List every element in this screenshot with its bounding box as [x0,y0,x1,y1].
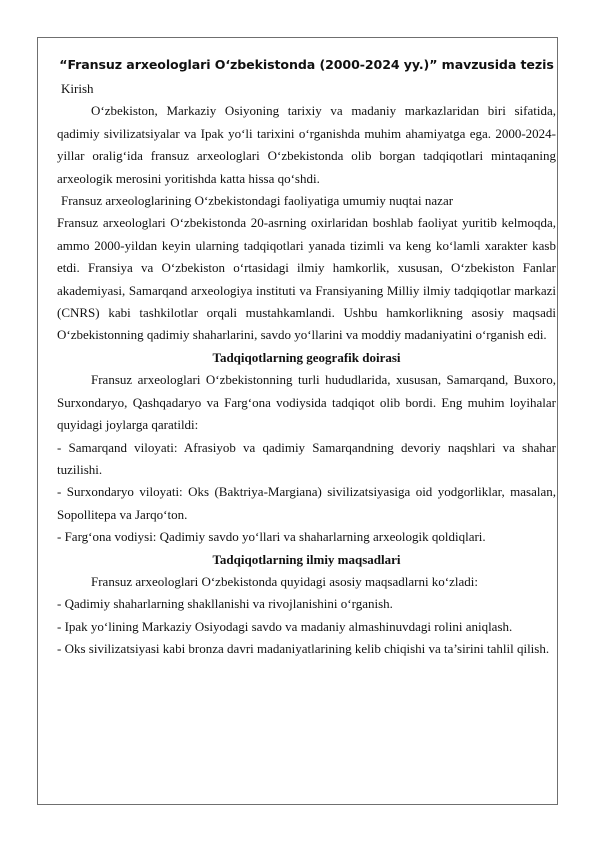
section-heading-goals: Tadqiqotlarning ilmiy maqsadlari [212,551,401,567]
section-heading-geography: Tadqiqotlarning geografik doirasi [212,349,401,365]
list-item-goal: - Qadimiy shaharlarning shakllanishi va rivojlanishini o‘rganish. [57,596,393,612]
paragraph-goals: Fransuz arxeologlari O‘zbekistonda quyidagi asosiy maqsadlarni ko‘zladi: [91,573,479,589]
paragraph-geography: Fransuz arxeologlari O‘zbekistonning turli hududlarida, xususan, Samarqand, Buxoro, Surxondaryo, Qashqadaryo va Farg‘ona vodiysida tadqiqot olib bordi. Eng muhim loyihalar quyidagi joylarga qaratildi: [57,372,556,433]
document-body [57,54,556,661]
paragraph-intro: O‘zbekiston, Markaziy Osiyoning tarixiy va madaniy markazlaridan biri sifatida, qadimiy sivilizatsiyalar va Ipak yo‘li tarixini o‘rganishda muhim ahamiyatga ega. 2000-2024-yillar oralig‘ida fransuz arxeologlari O‘zbekistonda olib borgan tadqiqotlari mintaqaning arxeologik merosini yoritishda katta hissa qo‘shdi. [57,103,556,186]
paragraph-overview: Fransuz arxeologlari O‘zbekistonda 20-asrning oxirlaridan boshlab faoliyat yuritib kelmoqda, ammo 2000-yildan keyin ularning tadqiqotlari yanada tizimli va keng ko‘lamli xarakter kasb etdi. Fransiya va O‘zbekiston o‘rtasidagi ilmiy hamkorlik, xususan, O‘zbekiston Fanlar akademiyasi, Samarqand arxeologiya instituti va Fransiyaning Milliy ilmiy tadqiqotlar markazi (CNRS) kabi tashkilotlar orqali mustahkamlandi. Ushbu hamkorlikning asosiy maqsadi O‘zbekistonning qadimiy shaharlarini, savdo yo‘llarini va moddiy madaniyatini o‘rganish edi. [57,215,556,343]
list-item-goal: - Oks sivilizatsiyasi kabi bronza davri madaniyatlarining kelib chiqishi va ta’sirini tahlil qilish. [57,641,550,657]
list-item-geography: - Surxondaryo viloyati: Oks (Baktriya-Margiana) sivilizatsiyasiga oid yodgorliklar, masalan, Sopollitepa va Jarqo‘ton. [57,484,556,522]
list-item-goal: - Ipak yo‘lining Markaziy Osiyodagi savdo va madaniy almashinuvdagi rolini aniqlash. [57,618,513,634]
list-item-geography: - Samarqand viloyati: Afrasiyob va qadimiy Samarqandning devoriy naqshlari va shahar tuzilishi. [57,439,556,477]
list-item-geography: - Farg‘ona vodiysi: Qadimiy savdo yo‘llari va shaharlarning arxeologik qoldiqlari. [57,529,486,545]
section-heading-intro: Kirish [61,81,94,96]
document-title: “Fransuz arxeologlari O‘zbekistonda (2000-2024 yy.)” mavzusida tezis [59,57,554,72]
section-heading-overview: Fransuz arxeologlarining O‘zbekistondagi faoliyatiga umumiy nuqtai nazar [61,193,454,209]
